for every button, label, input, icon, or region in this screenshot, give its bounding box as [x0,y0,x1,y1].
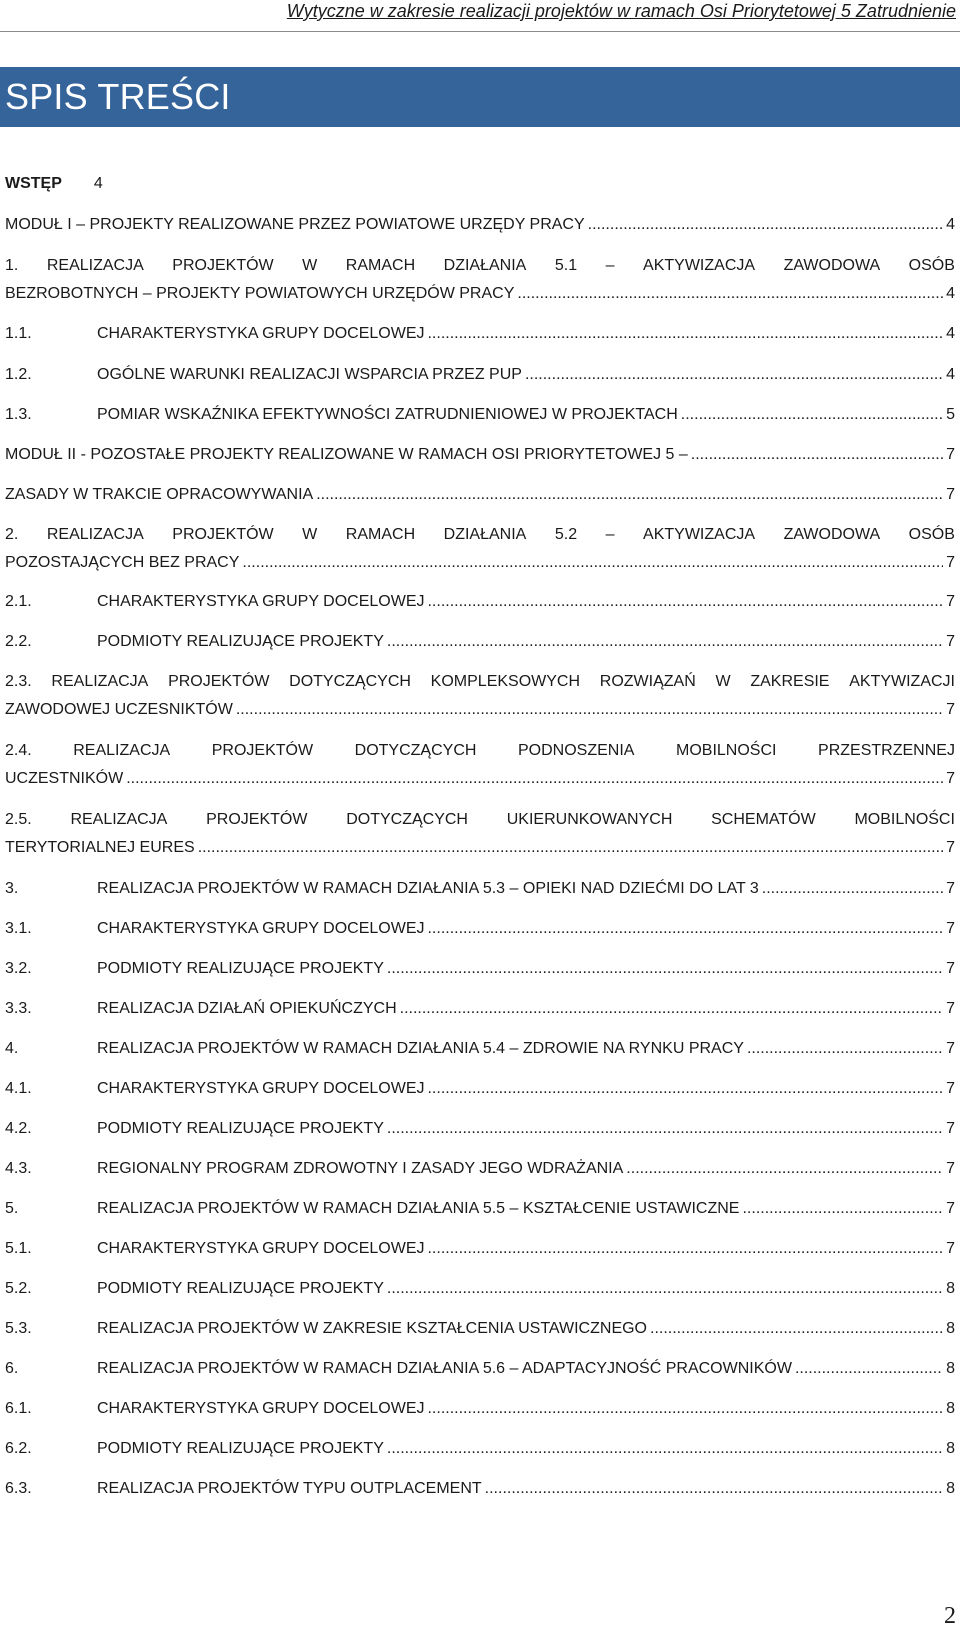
toc-leader-dots [427,1235,943,1263]
toc-entry-page: 7 [946,1120,955,1137]
toc-entry-5-2[interactable] [5,1275,955,1303]
toc-entry-number: 2. [5,526,19,543]
toc-entry-5-3[interactable] [5,1315,955,1343]
toc-entry-text: CHARAKTERYSTYKA GRUPY DOCELOWEJ [97,325,425,342]
toc-leader-dots [742,1195,943,1223]
toc-entry-text: MODUŁ II - POZOSTAŁE PROJEKTY REALIZOWANE W RAMACH OSI PRIORYTETOWEJ 5 – [5,446,688,463]
toc-entry-number: 6.1. [5,1400,32,1417]
toc-entry-page: 4 [946,216,955,233]
toc-entry-number: 2.5. [5,811,32,828]
toc-entry-text: PODMIOTY REALIZUJĄCE PROJEKTY [97,960,384,977]
toc-entry-zasady[interactable] [5,481,955,509]
toc-entry-page: 7 [946,839,955,856]
toc-entry-line1 [5,252,955,280]
toc-leader-dots [747,1035,943,1063]
running-header-title: Wytyczne w zakresie realizacji projektów w ramach Osi Priorytetowej 5 Zatrudnienie [286,1,956,21]
toc-entry-1[interactable] [5,252,955,308]
toc-entry-2-3[interactable] [5,668,955,724]
toc-entry-2-2[interactable] [5,628,955,656]
toc-leader-dots [400,995,943,1023]
toc-word: PROJEKTÓW [211,742,314,759]
toc-word: MOBILNOŚCI [854,811,955,828]
toc-entry-text: PODMIOTY REALIZUJĄCE PROJEKTY [97,1120,384,1137]
toc-word: AKTYWIZACJI [849,673,955,690]
toc-word: PODNOSZENIA [517,742,635,759]
toc-entry-number: 6.2. [5,1440,32,1457]
toc-entry-text: BEZROBOTNYCH – PROJEKTY POWIATOWYCH URZĘDÓW PRACY [5,285,515,302]
toc-word: ZAKRESIE [750,673,830,690]
toc-entry-number: 3.2. [5,960,32,977]
toc-entry-number: 1. [5,257,19,274]
toc-word: DOTYCZĄCYCH [346,811,468,828]
toc-word: PRZESTRZENNEJ [818,742,955,759]
toc-entry-page: 8 [946,1280,955,1297]
toc-leader-dots [387,955,943,983]
toc-entry-page: 7 [946,593,955,610]
toc-entry-5-1[interactable] [5,1235,955,1263]
toc-entry-page: 8 [946,1400,955,1417]
toc-entry-page: 7 [946,1160,955,1177]
toc-word: PROJEKTÓW [172,257,274,274]
toc-entry-page: 4 [93,175,103,192]
toc-entry-page: 7 [946,920,955,937]
toc-entry-text: MODUŁ I – PROJEKTY REALIZOWANE PRZEZ POWIATOWE URZĘDY PRACY [5,216,585,233]
toc-entry-number: 2.4. [5,742,32,759]
toc-entry-number: 2.1. [5,593,32,610]
toc-entry-number: 2.3. [5,673,32,690]
toc-entry-page: 7 [946,446,955,463]
toc-entry-page: 8 [946,1320,955,1337]
toc-leader-dots [236,696,943,724]
toc-leader-dots [795,1355,943,1383]
toc-word: REALIZACJA [70,811,168,828]
toc-entry-6-1[interactable] [5,1395,955,1423]
toc-word: PROJEKTÓW [172,526,274,543]
running-header [0,0,960,32]
toc-entry-2-1[interactable] [5,588,955,616]
toc-entry-line1 [5,737,955,765]
toc-entry-line2 [5,765,955,793]
toc-entry-page: 7 [946,554,955,571]
toc-word: PROJEKTÓW [206,811,308,828]
toc-entry-1-1[interactable] [5,320,955,348]
toc-word: MOBILNOŚCI [676,742,777,759]
toc-leader-dots [242,549,943,577]
toc-entry-number: 5.1. [5,1240,32,1257]
toc-entry-page: 7 [946,1200,955,1217]
toc-entry-text: PODMIOTY REALIZUJĄCE PROJEKTY [97,633,384,650]
toc-entry-4-1[interactable] [5,1075,955,1103]
toc-entry-1-2[interactable] [5,361,955,389]
toc-entry-text: REALIZACJA PROJEKTÓW W RAMACH DZIAŁANIA 5.5 – KSZTAŁCENIE USTAWICZNE [97,1200,740,1217]
toc-word: W [715,673,731,690]
toc-entry-line1 [5,806,955,834]
toc-entry-4-3[interactable] [5,1155,955,1183]
toc-entry-number: 6. [5,1360,19,1377]
toc-entry-page: 7 [946,1080,955,1097]
toc-entry-page: 7 [946,486,955,503]
toc-entry-2-4[interactable] [5,737,955,793]
toc-entry-text: OGÓLNE WARUNKI REALIZACJI WSPARCIA PRZEZ PUP [97,366,522,383]
toc-entry-number: 3. [5,880,19,897]
toc-entry-number: 5.3. [5,1320,32,1337]
toc-entry-page: 7 [946,633,955,650]
toc-entry-number: 6.3. [5,1480,32,1497]
toc-leader-dots [387,1435,943,1463]
toc-entry-text: ZAWODOWEJ UCZESNIKTÓW [5,701,233,718]
toc-entry-page: 8 [946,1360,955,1377]
toc-entry-6[interactable] [5,1355,955,1383]
toc-leader-dots [517,280,943,308]
toc-word: REALIZACJA [73,742,171,759]
toc-entry-text: PODMIOTY REALIZUJĄCE PROJEKTY [97,1440,384,1457]
toc-entry-number: 5. [5,1200,19,1217]
toc-word: REALIZACJA [46,526,144,543]
toc-entry-text: REALIZACJA PROJEKTÓW W RAMACH DZIAŁANIA 5.3 – OPIEKI NAD DZIEĆMI DO LAT 3 [97,880,759,897]
toc-entry-text: REALIZACJA PROJEKTÓW W RAMACH DZIAŁANIA 5.4 – ZDROWIE NA RYNKU PRACY [97,1040,744,1057]
toc-entry-page: 4 [946,285,955,302]
toc-entry-text: REGIONALNY PROGRAM ZDROWOTNY I ZASADY JEGO WDRAŻANIA [97,1160,624,1177]
toc-entry-page: 8 [946,1480,955,1497]
toc-entry-text: REALIZACJA PROJEKTÓW W ZAKRESIE KSZTAŁCENIA USTAWICZNEGO [97,1320,647,1337]
toc-entry-modul-2[interactable] [5,441,955,469]
toc-leader-dots [427,1395,943,1423]
toc-entry-4[interactable] [5,1035,955,1063]
toc-word: ZAWODOWA [783,257,881,274]
toc-leader-dots [626,1155,943,1183]
toc-entry-text: TERYTORIALNEJ EURES [5,839,195,856]
toc-entry-text: ZASADY W TRAKCIE OPRACOWYWANIA [5,486,314,503]
toc-entry-page: 7 [946,1040,955,1057]
toc-word: DOTYCZĄCYCH [289,673,411,690]
toc-leader-dots [427,588,943,616]
toc-entry-wstep[interactable] [5,170,955,198]
toc-leader-dots [387,628,943,656]
toc-word: W [302,257,318,274]
page-number: 2 [944,1603,956,1629]
toc-entry-number: 1.1. [5,325,32,342]
toc-entry-number: 4.3. [5,1160,32,1177]
toc-entry-3-1[interactable] [5,915,955,943]
toc-leader-dots [525,361,943,389]
toc-entry-number: 4. [5,1040,19,1057]
toc-entry-1-3[interactable] [5,401,955,429]
toc-entry-line2 [5,549,955,577]
toc-entry-4-2[interactable] [5,1115,955,1143]
toc-leader-dots [588,211,943,239]
toc-entry-text: CHARAKTERYSTYKA GRUPY DOCELOWEJ [97,920,425,937]
toc-entry-text: CHARAKTERYSTYKA GRUPY DOCELOWEJ [97,1400,425,1417]
toc-entry-page: 5 [946,406,955,423]
toc-entry-page: 4 [946,325,955,342]
toc-entry-page: 7 [946,1000,955,1017]
toc-entry-text: POZOSTAJĄCYCH BEZ PRACY [5,554,240,571]
toc-word: PROJEKTÓW [168,673,270,690]
toc-entry-line1 [5,521,955,549]
toc-entry-text: CHARAKTERYSTYKA GRUPY DOCELOWEJ [97,1080,425,1097]
toc-entry-number: 4.2. [5,1120,32,1137]
toc-entry-text: PODMIOTY REALIZUJĄCE PROJEKTY [97,1280,384,1297]
toc-entry-number: 5.2. [5,1280,32,1297]
toc-word: DZIAŁANIA [443,526,527,543]
toc-entry-text: CHARAKTERYSTYKA GRUPY DOCELOWEJ [97,1240,425,1257]
toc-word: ZAWODOWA [783,526,881,543]
toc-leader-dots [387,1115,943,1143]
toc-entry-number: 1.3. [5,406,32,423]
toc-entry-page: 7 [946,701,955,718]
page-title: SPIS TREŚCI [5,76,231,117]
toc-word: ROZWIĄZAŃ [599,673,696,690]
toc-entry-number: 3.1. [5,920,32,937]
toc-leader-dots [650,1315,943,1343]
toc-entry-line2 [5,280,955,308]
toc-word: UKIERUNKOWANYCH [506,811,673,828]
toc-entry-text: REALIZACJA PROJEKTÓW W RAMACH DZIAŁANIA 5.6 – ADAPTACYJNOŚĆ PRACOWNIKÓW [97,1360,792,1377]
toc-entry-number: 3.3. [5,1000,32,1017]
toc-entry-line2 [5,834,955,862]
toc-entry-3[interactable] [5,875,955,903]
toc-entry-text: CHARAKTERYSTYKA GRUPY DOCELOWEJ [97,593,425,610]
toc-word: REALIZACJA [46,257,144,274]
toc-word: RAMACH [345,257,416,274]
toc-word: W [302,526,318,543]
toc-entry-3-3[interactable] [5,995,955,1023]
toc-word: 5.2 [554,526,578,543]
toc-entry-text: POMIAR WSKAŹNIKA EFEKTYWNOŚCI ZATRUDNIENIOWEJ W PROJEKTACH [97,406,678,423]
toc-word: OSÓB [908,257,955,274]
toc-entry-5[interactable] [5,1195,955,1223]
toc-entry-page: 7 [946,880,955,897]
toc-entry-text: UCZESTNIKÓW [5,770,124,787]
toc-entry-page: 8 [946,1440,955,1457]
toc-entry-text: REALIZACJA DZIAŁAŃ OPIEKUŃCZYCH [97,1000,397,1017]
toc-entry-text: REALIZACJA PROJEKTÓW TYPU OUTPLACEMENT [97,1480,482,1497]
toc-entry-3-2[interactable] [5,955,955,983]
toc-word: – [605,257,615,274]
toc-entry-2-5[interactable] [5,806,955,862]
toc-leader-dots [126,765,943,793]
toc-entry-page: 4 [946,366,955,383]
toc-word: DOTYCZĄCYCH [354,742,477,759]
toc-entry-6-3[interactable] [5,1475,955,1503]
toc-word: REALIZACJA [51,673,149,690]
toc-entry-page: 7 [946,960,955,977]
toc-word: OSÓB [908,526,955,543]
toc-word: DZIAŁANIA [443,257,527,274]
toc-entry-number: 4.1. [5,1080,32,1097]
toc-leader-dots [427,320,943,348]
toc-entry-page: 7 [946,770,955,787]
toc-leader-dots [681,401,943,429]
toc-entry-modul-1[interactable] [5,211,955,239]
toc-leader-dots [427,1075,943,1103]
toc-leader-dots [387,1275,943,1303]
toc-leader-dots [485,1475,943,1503]
toc-word: RAMACH [345,526,416,543]
toc-entry-label: WSTĘP [5,175,62,192]
toc-entry-number: 1.2. [5,366,32,383]
toc-entry-6-2[interactable] [5,1435,955,1463]
toc-entry-page: 7 [946,1240,955,1257]
toc-entry-number: 2.2. [5,633,32,650]
toc-entry-line1 [5,668,955,696]
toc-word: AKTYWIZACJA [643,257,756,274]
toc-word: SCHEMATÓW [711,811,816,828]
toc-banner [0,67,960,127]
toc-entry-2[interactable] [5,521,955,577]
toc-leader-dots [198,834,943,862]
toc-word: 5.1 [554,257,578,274]
toc-leader-dots [691,441,943,469]
toc-word: AKTYWIZACJA [643,526,756,543]
toc-leader-dots [316,481,943,509]
toc-leader-dots [427,915,943,943]
toc-leader-dots [762,875,943,903]
toc-word: – [605,526,615,543]
toc-word: KOMPLEKSOWYCH [430,673,581,690]
toc-entry-line2 [5,696,955,724]
